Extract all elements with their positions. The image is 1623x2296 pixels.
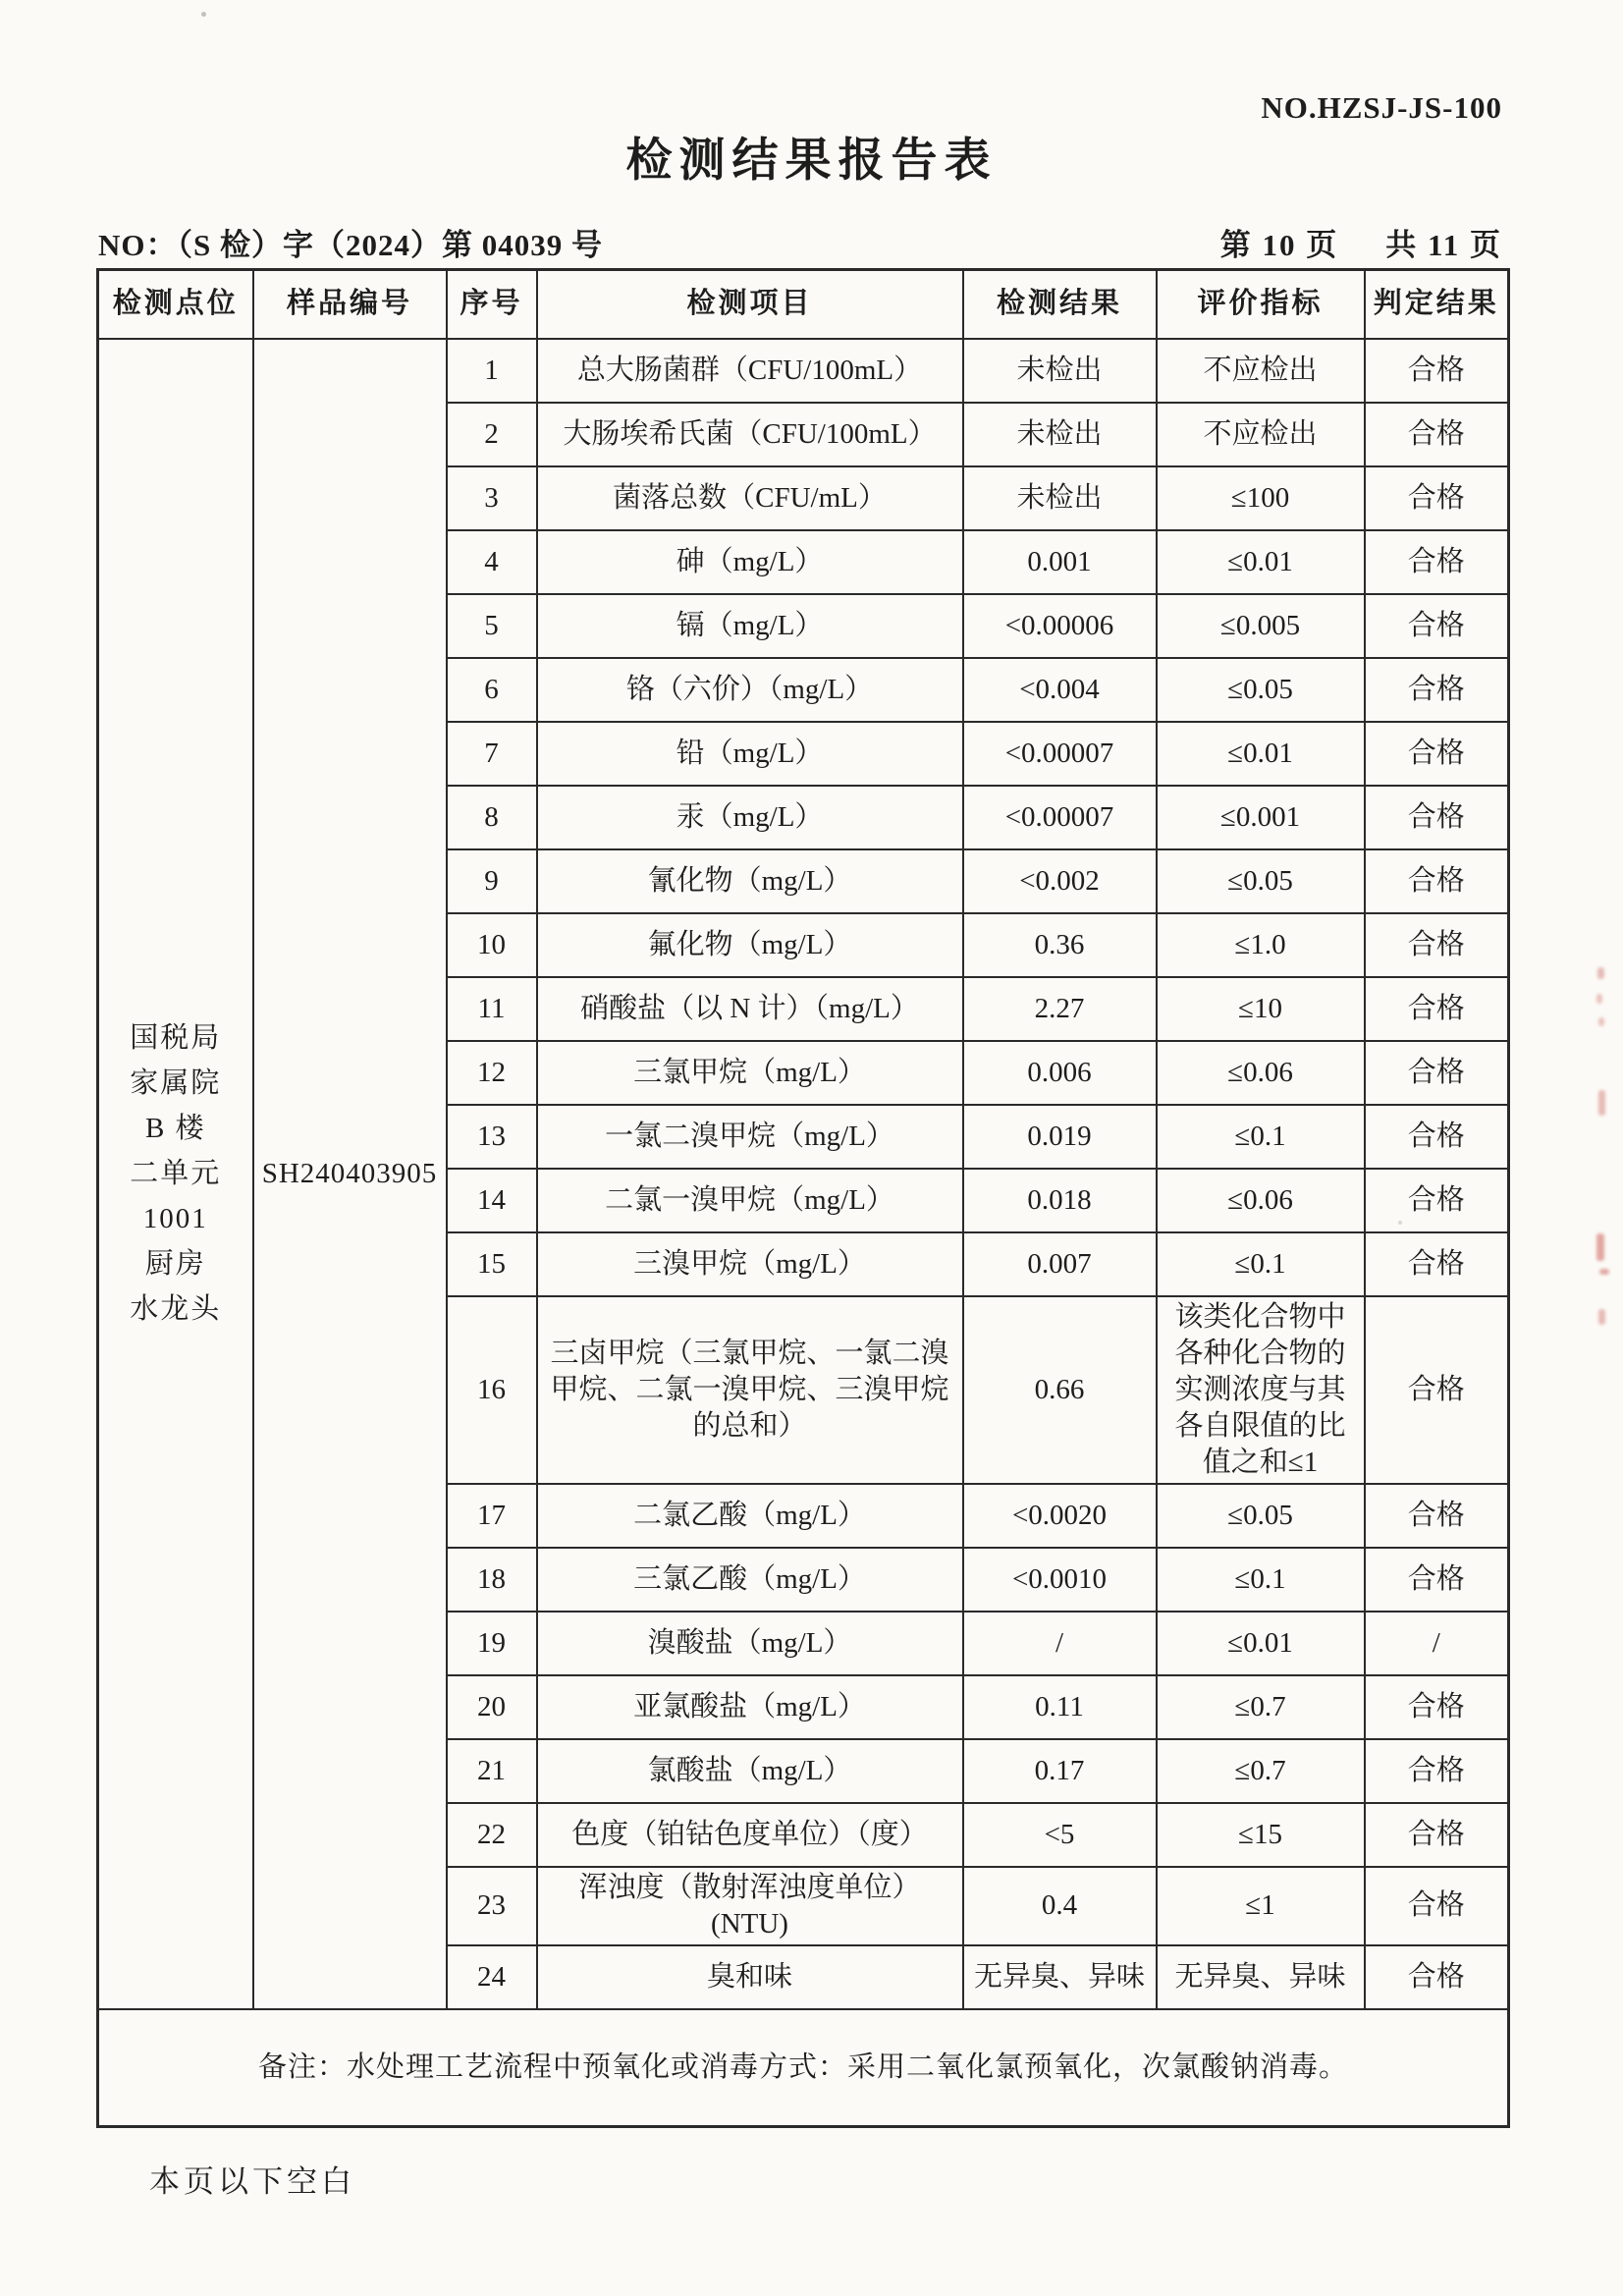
page-title: 检测结果报告表	[625, 136, 998, 187]
cell-test-result: 0.4	[963, 1867, 1157, 1945]
cell-test-result: <0.00007	[963, 722, 1157, 786]
scan-red-mark	[1598, 1309, 1605, 1325]
cell-test-result: 0.018	[963, 1169, 1157, 1232]
cell-verdict: 合格	[1365, 977, 1509, 1041]
remark-row	[98, 2009, 1509, 2127]
cell-evaluation-standard: 无异臭、异味	[1157, 1945, 1365, 2009]
cell-verdict: 合格	[1365, 1484, 1509, 1548]
header-evaluation-standard: 评价指标	[1157, 270, 1365, 339]
sampling-point-line: 二单元	[130, 1158, 222, 1189]
cell-verdict: 合格	[1365, 594, 1509, 658]
cell-test-result: 未检出	[963, 466, 1157, 530]
cell-evaluation-standard: 不应检出	[1157, 339, 1365, 403]
page-current: 第 10 页	[1219, 228, 1339, 262]
cell-evaluation-standard: 该类化合物中各种化合物的实测浓度与其各自限值的比值之和≤1	[1157, 1296, 1365, 1484]
page-total: 共 11 页	[1385, 228, 1502, 262]
form-reference-number: NO.HZSJ-JS-100	[1261, 90, 1502, 125]
cell-test-item: 一氯二溴甲烷（mg/L）	[537, 1105, 963, 1169]
header-index: 序号	[447, 270, 537, 339]
cell-test-item: 砷（mg/L）	[537, 530, 963, 594]
cell-evaluation-standard: ≤1.0	[1157, 913, 1365, 977]
cell-evaluation-standard: ≤0.05	[1157, 658, 1365, 722]
cell-evaluation-standard: ≤0.01	[1157, 530, 1365, 594]
remark-cell: 备注：水处理工艺流程中预氧化或消毒方式：采用二氧化氯预氧化，次氯酸钠消毒。	[98, 2009, 1509, 2127]
cell-test-item: 氰化物（mg/L）	[537, 849, 963, 913]
cell-evaluation-standard: ≤0.7	[1157, 1739, 1365, 1803]
cell-index: 1	[447, 339, 537, 403]
scan-red-mark	[1598, 1017, 1604, 1026]
cell-evaluation-standard: 不应检出	[1157, 403, 1365, 466]
cell-test-result: 0.66	[963, 1296, 1157, 1484]
cell-test-item: 三氯乙酸（mg/L）	[537, 1548, 963, 1612]
sampling-point-line: 国税局	[130, 1022, 222, 1054]
cell-verdict: 合格	[1365, 1675, 1509, 1739]
cell-test-item: 菌落总数（CFU/mL）	[537, 466, 963, 530]
sampling-point-line: 家属院	[130, 1067, 222, 1099]
sampling-point-cell	[98, 339, 253, 2009]
cell-index: 6	[447, 658, 537, 722]
cell-index: 23	[447, 1867, 537, 1945]
cell-verdict: 合格	[1365, 658, 1509, 722]
cell-test-item: 氯酸盐（mg/L）	[537, 1739, 963, 1803]
cell-verdict: 合格	[1365, 1041, 1509, 1105]
cell-evaluation-standard: ≤15	[1157, 1803, 1365, 1867]
cell-index: 16	[447, 1296, 537, 1484]
report-number-label: NO：	[98, 228, 178, 262]
cell-verdict: 合格	[1365, 1105, 1509, 1169]
cell-evaluation-standard: ≤0.06	[1157, 1169, 1365, 1232]
cell-index: 3	[447, 466, 537, 530]
cell-test-result: <5	[963, 1803, 1157, 1867]
cell-test-item: 铬（六价）（mg/L）	[537, 658, 963, 722]
cell-index: 19	[447, 1612, 537, 1675]
sampling-point-line: 厨房	[144, 1248, 206, 1280]
page-info	[1220, 220, 1502, 264]
cell-test-result: 0.019	[963, 1105, 1157, 1169]
cell-test-result: <0.0010	[963, 1548, 1157, 1612]
cell-verdict: 合格	[1365, 1867, 1509, 1945]
cell-test-result: 0.36	[963, 913, 1157, 977]
cell-index: 14	[447, 1169, 537, 1232]
cell-test-item: 臭和味	[537, 1945, 963, 2009]
cell-evaluation-standard: ≤0.05	[1157, 1484, 1365, 1548]
cell-test-item: 三氯甲烷（mg/L）	[537, 1041, 963, 1105]
cell-index: 15	[447, 1232, 537, 1296]
cell-test-result: 0.006	[963, 1041, 1157, 1105]
sampling-point-line: B 楼	[144, 1113, 206, 1144]
cell-evaluation-standard: ≤0.7	[1157, 1675, 1365, 1739]
scan-red-mark	[1599, 1269, 1609, 1275]
cell-index: 11	[447, 977, 537, 1041]
cell-evaluation-standard: ≤0.1	[1157, 1105, 1365, 1169]
cell-evaluation-standard: ≤0.005	[1157, 594, 1365, 658]
cell-evaluation-standard: ≤0.1	[1157, 1232, 1365, 1296]
scan-speck	[1398, 1221, 1402, 1225]
report-meta-row	[98, 220, 1502, 264]
cell-test-item: 大肠埃希氏菌（CFU/100mL）	[537, 403, 963, 466]
cell-index: 10	[447, 913, 537, 977]
sampling-point-line: 1001	[142, 1203, 208, 1234]
cell-verdict: 合格	[1365, 403, 1509, 466]
results-table	[96, 268, 1510, 2128]
cell-test-item: 总大肠菌群（CFU/100mL）	[537, 339, 963, 403]
cell-verdict: 合格	[1365, 1232, 1509, 1296]
cell-index: 17	[447, 1484, 537, 1548]
cell-evaluation-standard: ≤100	[1157, 466, 1365, 530]
cell-evaluation-standard: ≤0.01	[1157, 1612, 1365, 1675]
cell-test-item: 溴酸盐（mg/L）	[537, 1612, 963, 1675]
cell-test-result: /	[963, 1612, 1157, 1675]
header-verdict: 判定结果	[1365, 270, 1509, 339]
cell-test-item: 亚氯酸盐（mg/L）	[537, 1675, 963, 1739]
cell-index: 5	[447, 594, 537, 658]
cell-test-result: 0.17	[963, 1739, 1157, 1803]
cell-verdict: 合格	[1365, 339, 1509, 403]
cell-test-result: <0.0020	[963, 1484, 1157, 1548]
cell-test-result: <0.004	[963, 658, 1157, 722]
sample-id-cell: SH240403905	[253, 339, 447, 2009]
header-sample-id: 样品编号	[253, 270, 447, 339]
cell-index: 12	[447, 1041, 537, 1105]
cell-evaluation-standard: ≤1	[1157, 1867, 1365, 1945]
cell-verdict: 合格	[1365, 530, 1509, 594]
cell-index: 21	[447, 1739, 537, 1803]
header-row	[98, 270, 1509, 339]
cell-index: 24	[447, 1945, 537, 2009]
cell-index: 13	[447, 1105, 537, 1169]
cell-verdict: 合格	[1365, 786, 1509, 849]
header-sampling-point: 检测点位	[98, 270, 253, 339]
cell-test-item: 三卤甲烷（三氯甲烷、一氯二溴甲烷、二氯一溴甲烷、三溴甲烷的总和）	[537, 1296, 963, 1484]
cell-verdict: 合格	[1365, 1296, 1509, 1484]
cell-verdict: 合格	[1365, 722, 1509, 786]
cell-test-item: 三溴甲烷（mg/L）	[537, 1232, 963, 1296]
cell-verdict: 合格	[1365, 1803, 1509, 1867]
cell-test-item: 硝酸盐（以 N 计）（mg/L）	[537, 977, 963, 1041]
cell-test-result: 未检出	[963, 339, 1157, 403]
cell-verdict: 合格	[1365, 466, 1509, 530]
cell-verdict: 合格	[1365, 1945, 1509, 2009]
cell-verdict: 合格	[1365, 1169, 1509, 1232]
cell-test-item: 氟化物（mg/L）	[537, 913, 963, 977]
header-test-result: 检测结果	[963, 270, 1157, 339]
cell-index: 4	[447, 530, 537, 594]
report-number-value: （S 检）字（2024）第 04039 号	[177, 228, 603, 262]
cell-test-result: <0.00006	[963, 594, 1157, 658]
scan-red-mark	[1596, 1233, 1604, 1261]
header-test-item: 检测项目	[537, 270, 963, 339]
cell-test-item: 二氯一溴甲烷（mg/L）	[537, 1169, 963, 1232]
cell-evaluation-standard: ≤0.01	[1157, 722, 1365, 786]
cell-evaluation-standard: ≤0.001	[1157, 786, 1365, 849]
table-row	[98, 339, 1509, 403]
cell-test-result: 2.27	[963, 977, 1157, 1041]
cell-verdict: 合格	[1365, 1548, 1509, 1612]
report-number	[98, 220, 603, 264]
cell-test-item: 二氯乙酸（mg/L）	[537, 1484, 963, 1548]
cell-verdict: 合格	[1365, 913, 1509, 977]
cell-index: 9	[447, 849, 537, 913]
cell-verdict: 合格	[1365, 1739, 1509, 1803]
cell-index: 18	[447, 1548, 537, 1612]
scan-red-mark	[1597, 967, 1604, 979]
scan-red-mark	[1596, 994, 1602, 1004]
cell-verdict: /	[1365, 1612, 1509, 1675]
sampling-point-line: 水龙头	[130, 1293, 222, 1325]
cell-test-result: 无异臭、异味	[963, 1945, 1157, 2009]
cell-test-result: <0.002	[963, 849, 1157, 913]
cell-index: 7	[447, 722, 537, 786]
cell-test-result: 0.11	[963, 1675, 1157, 1739]
cell-index: 2	[447, 403, 537, 466]
cell-test-item: 浑浊度（散射浑浊度单位）(NTU)	[537, 1867, 963, 1945]
cell-test-item: 色度（铂钴色度单位）（度）	[537, 1803, 963, 1867]
scan-red-mark	[1598, 1090, 1605, 1116]
cell-evaluation-standard: ≤0.06	[1157, 1041, 1365, 1105]
cell-evaluation-standard: ≤0.05	[1157, 849, 1365, 913]
cell-test-item: 铅（mg/L）	[537, 722, 963, 786]
cell-test-result: 未检出	[963, 403, 1157, 466]
scan-speck	[201, 12, 206, 17]
cell-test-result: <0.00007	[963, 786, 1157, 849]
cell-evaluation-standard: ≤10	[1157, 977, 1365, 1041]
cell-index: 20	[447, 1675, 537, 1739]
cell-evaluation-standard: ≤0.1	[1157, 1548, 1365, 1612]
cell-verdict: 合格	[1365, 849, 1509, 913]
below-blank-note: 本页以下空白	[149, 2164, 355, 2199]
cell-test-result: 0.001	[963, 530, 1157, 594]
cell-test-item: 镉（mg/L）	[537, 594, 963, 658]
cell-test-result: 0.007	[963, 1232, 1157, 1296]
cell-test-item: 汞（mg/L）	[537, 786, 963, 849]
cell-index: 22	[447, 1803, 537, 1867]
cell-index: 8	[447, 786, 537, 849]
